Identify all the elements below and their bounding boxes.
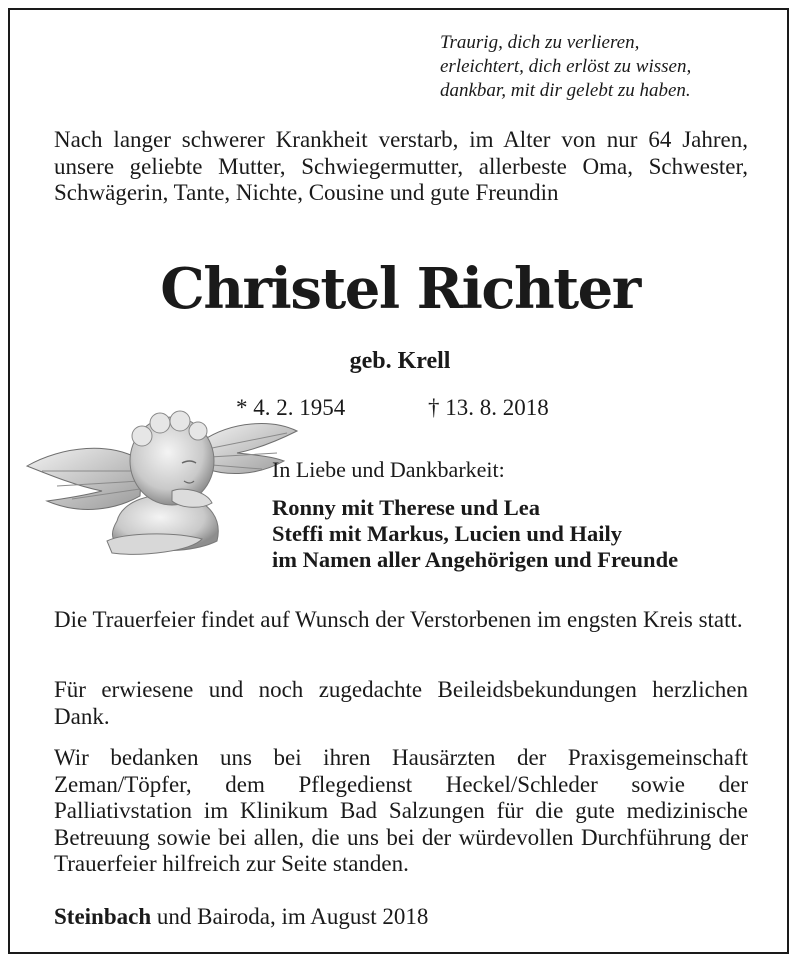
birth-date: * 4. 2. 1954 bbox=[236, 395, 346, 420]
signature-rest: und Bairoda, im August 2018 bbox=[151, 904, 429, 929]
motto-verse bbox=[440, 31, 750, 103]
mourner-list bbox=[272, 495, 678, 573]
mourner-line: Steffi mit Markus, Lucien und Haily bbox=[272, 521, 623, 546]
condolence-thanks-paragraph: Für erwiesene und noch zugedachte Beileidsbekundungen herzlichen Dank. bbox=[54, 677, 748, 729]
mourner-line: im Namen aller Angehörigen und Freunde bbox=[272, 547, 679, 572]
motto-line: erleichtert, dich erlöst zu wissen, bbox=[440, 56, 692, 77]
death-date: † 13. 8. 2018 bbox=[428, 395, 549, 420]
deceased-name: Christel Richter bbox=[160, 256, 640, 322]
cherub-angel-icon bbox=[22, 391, 300, 567]
thanks-lead: In Liebe und Dankbarkeit: bbox=[272, 457, 505, 482]
maiden-name: geb. Krell bbox=[349, 348, 451, 374]
signature-place: Steinbach bbox=[54, 904, 152, 929]
motto-line: dankbar, mit dir gelebt zu haben. bbox=[440, 80, 691, 101]
motto-line: Traurig, dich zu verlieren, bbox=[440, 32, 640, 53]
intro-text: Nach langer schwerer Krankheit verstarb, im Alter von nur 64 Jahren, unsere geliebte Mutter, Schwiegermutter, allerbeste Oma, Schwester, Schwägerin, Tante, Nichte, Cousine und gute Freundin bbox=[54, 127, 748, 205]
signature-line bbox=[54, 903, 428, 931]
mourner-line: Ronny mit Therese und Lea bbox=[272, 495, 540, 520]
funeral-info-paragraph: Die Trauerfeier findet auf Wunsch der Verstorbenen im engsten Kreis statt. bbox=[54, 607, 743, 632]
acknowledgement-paragraph: Wir bedanken uns bei ihren Hausärzten der Praxisgemeinschaft Zeman/Töpfer, dem Pflegedienst Heckel/Schleder sowie der Palliativstation im Klinikum Bad Salzungen für die gute medizinische Betreuung sowie bei allen, die uns bei der würdevollen Durchführung der Trauerfeier hilfreich zur Seite standen. bbox=[54, 745, 748, 876]
